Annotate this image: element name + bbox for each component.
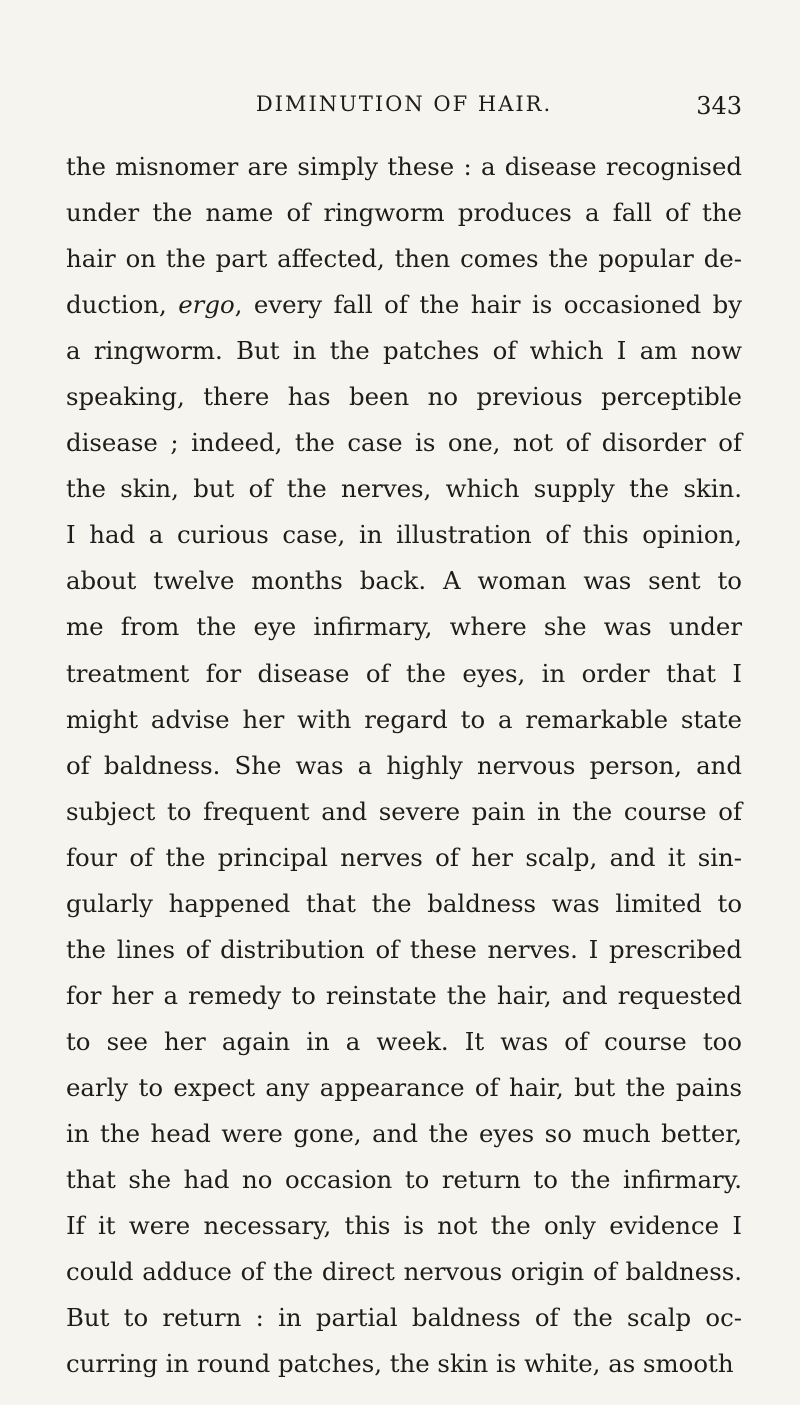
text-line: the lines of distribution of these nerves. I prescribed [66,934,742,964]
text-line: the skin, but of the nerves, which supply the skin. [66,474,742,504]
text-line: gularly happened that the baldness was limited to [66,888,742,918]
text-segment: duction, [66,290,179,320]
text-line: treatment for disease of the eyes, in order that I [66,658,742,688]
text-line: under the name of ringworm produces a fall of the [66,198,742,228]
text-line: hair on the part affected, then comes the popular de- [66,244,742,274]
text-line: about twelve months back. A woman was sent to [66,566,742,596]
text-line: four of the principal nerves of her scalp, and it sin- [66,842,742,872]
text-line: of baldness. She was a highly nervous person, and [66,750,742,780]
text-line: in the head were gone, and the eyes so much better, [66,1118,742,1148]
text-segment: , every fall of the hair is occasioned by [234,290,743,320]
text-line: If it were necessary, this is not the only evidence I [66,1211,742,1241]
italic-word: ergo [178,290,235,320]
text-line: I had a curious case, in illustration of this opinion, [66,520,742,550]
running-title: DIMINUTION OF HAIR. [255,92,553,116]
text-line: a ringworm. But in the patches of which I am now [66,336,742,366]
text-line: speaking, there has been no previous perceptible [66,382,742,412]
text-line: early to expect any appearance of hair, but the pains [66,1072,742,1102]
text-line: disease ; indeed, the case is one, not of disorder of [66,428,742,458]
text-line: curring in round patches, the skin is white, as smooth [66,1349,734,1379]
text-line: might advise her with regard to a remarkable state [66,704,742,734]
text-line: could adduce of the direct nervous origin of baldness. [66,1257,742,1287]
text-line: to see her again in a week. It was of course too [66,1026,742,1056]
text-line: the misnomer are simply these : a disease recognised [66,152,742,181]
body-text [66,144,742,1387]
text-line: for her a remedy to reinstate the hair, and requested [66,980,742,1010]
running-head [66,92,742,122]
text-line: that she had no occasion to return to the infirmary. [66,1165,742,1195]
text-line: me from the eye infirmary, where she was under [66,612,742,642]
text-line: subject to frequent and severe pain in the course of [66,796,742,826]
text-line [66,282,742,328]
page-number: 343 [696,92,742,120]
text-line: But to return : in partial baldness of the scalp oc- [66,1303,742,1333]
